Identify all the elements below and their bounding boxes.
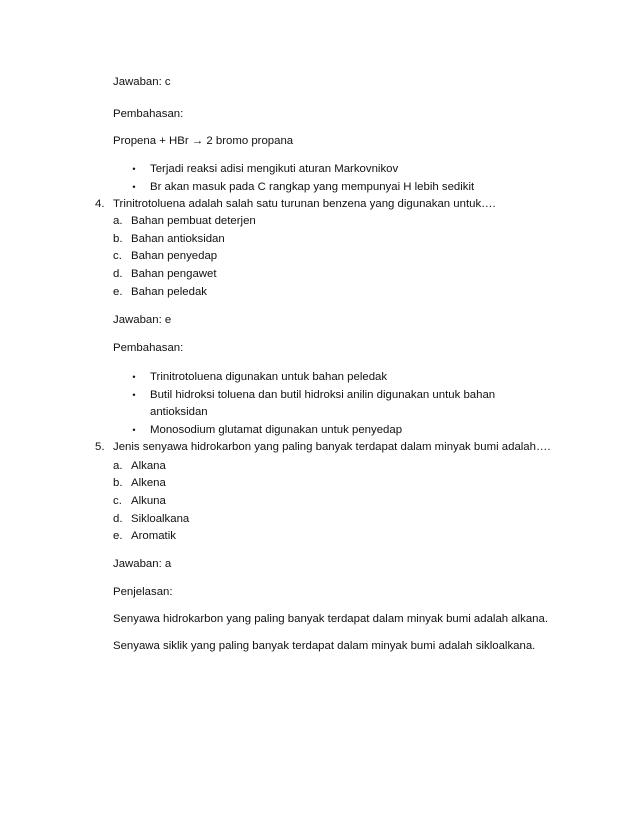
q4-answer: Jawaban: e [113,314,172,326]
q3-bullet-2: Br akan masuk pada C rangkap yang mempunyai H lebih sedikit [150,181,475,193]
option-text: Sikloalkana [131,513,190,525]
option-label: b. [113,477,123,489]
q5-explanation-1: Senyawa hidrokarbon yang paling banyak terdapat dalam minyak bumi adalah alkana. [113,613,549,625]
q3-equation: Propena + HBr → 2 bromo propana [113,135,294,147]
q5-question: Jenis senyawa hidrokarbon yang paling banyak terdapat dalam minyak bumi adalah…. [113,441,551,453]
option-text: Alkena [131,477,166,489]
q3-bullet-1: Terjadi reaksi adisi mengikuti aturan Markovnikov [150,163,399,175]
q3-answer: Jawaban: c [113,76,171,88]
bullet-icon: • [132,390,136,400]
bullet-icon: • [132,182,136,192]
option-text: Bahan pembuat deterjen [131,215,256,227]
q5-explanation-label: Penjelasan: [113,586,173,598]
option-text: Bahan pengawet [131,268,217,280]
option-text: Bahan antioksidan [131,233,225,245]
q4-bullet-2: Butil hidroksi toluena dan butil hidroksi anilin digunakan untuk bahan [150,389,496,401]
option-label: e. [113,530,123,542]
q3-discussion-label: Pembahasan: [113,108,184,120]
option-label: b. [113,233,123,245]
q4-number: 4. [95,198,105,210]
bullet-icon: • [132,164,136,174]
option-label: d. [113,513,123,525]
option-text: Bahan penyedap [131,250,218,262]
option-text: Aromatik [131,530,176,542]
q4-bullet-2-continuation: antioksidan [150,406,208,418]
option-label: e. [113,286,123,298]
option-text: Alkuna [131,495,166,507]
q4-discussion-label: Pembahasan: [113,342,184,354]
option-label: c. [113,250,122,262]
option-label: d. [113,268,123,280]
bullet-icon: • [132,425,136,435]
option-text: Alkana [131,460,166,472]
option-label: a. [113,215,123,227]
q4-question: Trinitrotoluena adalah salah satu turunan benzena yang digunakan untuk…. [113,198,496,210]
bullet-icon: • [132,372,136,382]
q5-answer: Jawaban: a [113,558,172,570]
q4-bullet-3: Monosodium glutamat digunakan untuk penyedap [150,424,403,436]
option-label: a. [113,460,123,472]
q4-bullet-1: Trinitrotoluena digunakan untuk bahan peledak [150,371,388,383]
q5-explanation-2: Senyawa siklik yang paling banyak terdapat dalam minyak bumi adalah sikloalkana. [113,640,536,652]
option-text: Bahan peledak [131,286,208,298]
option-label: c. [113,495,122,507]
q5-number: 5. [95,441,105,453]
